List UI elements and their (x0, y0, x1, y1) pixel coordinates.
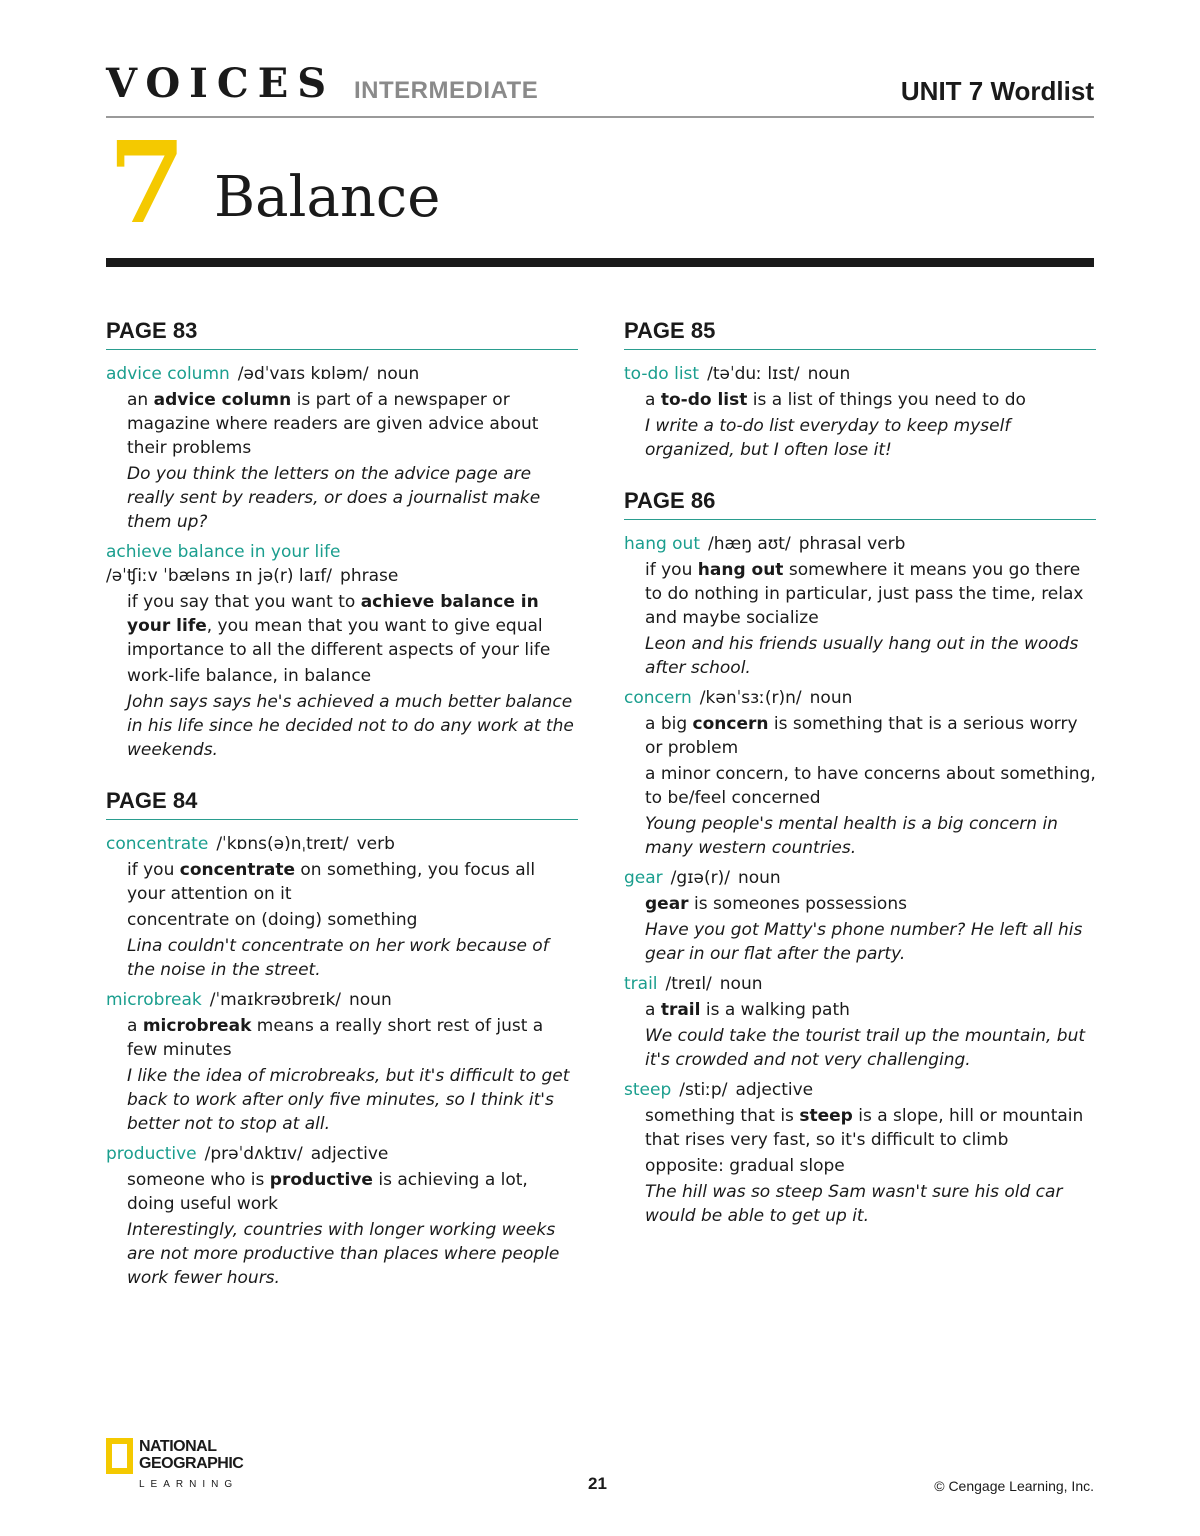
pronunciation: /treɪl/ (665, 974, 712, 994)
definition (106, 388, 578, 460)
page-heading: PAGE 84 (106, 788, 578, 820)
word-entry (106, 988, 578, 1136)
definition-text: if you (645, 560, 698, 580)
page-header (106, 60, 1094, 118)
part-of-speech: adjective (735, 1080, 814, 1100)
pronunciation: /ˈkɒns(ə)nˌtreɪt/ (216, 834, 349, 854)
page-section (624, 488, 1096, 1228)
example-sentence: Young people's mental health is a big concern in many western countries. (645, 814, 1058, 858)
part-of-speech: adjective (310, 1144, 389, 1164)
definition-text: somewhere it means you go there to do nothing in particular, just pass the time, relax and maybe socialize (645, 560, 1084, 628)
copyright: © Cengage Learning, Inc. (934, 1478, 1094, 1494)
entry-headline (624, 362, 1096, 386)
example-sentence: Lina couldn't concentrate on her work because of the noise in the street. (127, 936, 549, 980)
related-phrases: opposite: gradual slope (645, 1156, 845, 1176)
definition (106, 590, 578, 662)
definition-text: a (127, 1016, 143, 1036)
definition-text: if you say that you want to (127, 592, 361, 612)
related-phrases: a minor concern, to have concerns about something, to be/feel concerned (645, 764, 1096, 808)
title-divider (106, 258, 1094, 267)
example-sentence: Interestingly, countries with longer working weeks are not more productive than places where people work fewer hours. (127, 1220, 560, 1288)
definition-text: on something, you focus all your attention on it (127, 860, 536, 904)
word-entry (624, 866, 1096, 966)
definition-text: is something that is a serious worry or problem (645, 714, 1078, 758)
definition-keyword: concern (692, 714, 769, 734)
definition-text: means a really short rest of just a few minutes (127, 1016, 544, 1060)
pronunciation: /təˈduː lɪst/ (707, 364, 800, 384)
definition (624, 712, 1096, 760)
definition-text: a (645, 1000, 661, 1020)
page-section (624, 318, 1096, 462)
headword: achieve balance in your life (106, 542, 341, 562)
word-entry (624, 362, 1096, 462)
part-of-speech: noun (809, 688, 853, 708)
word-entry (624, 972, 1096, 1072)
part-of-speech: noun (737, 868, 781, 888)
definition-text: a big (645, 714, 693, 734)
part-of-speech: noun (349, 990, 392, 1010)
definition (624, 892, 1096, 916)
definition (106, 858, 578, 906)
part-of-speech: phrasal verb (798, 534, 906, 554)
part-of-speech: noun (807, 364, 851, 384)
headword: trail (624, 974, 658, 994)
headword: concern (624, 688, 692, 708)
definition-keyword: steep (799, 1106, 853, 1126)
pronunciation: /kənˈsɜː(r)n/ (699, 688, 802, 708)
yellow-frame-icon (106, 1438, 133, 1474)
definition-keyword: hang out (697, 560, 784, 580)
entry-headline (106, 540, 578, 564)
headword: to-do list (624, 364, 700, 384)
logo-text: NATIONAL GEOGRAPHIC (139, 1438, 244, 1472)
national-geographic-logo (106, 1438, 246, 1498)
entry-headline (106, 1142, 578, 1166)
word-entry (106, 1142, 578, 1290)
example-sentence: I write a to-do list everyday to keep myself organized, but I often lose it! (645, 416, 1011, 460)
headword: steep (624, 1080, 672, 1100)
page-number: 21 (588, 1474, 607, 1493)
definition-keyword: productive (269, 1170, 373, 1190)
entry-headline (624, 972, 1096, 996)
definition-text: is a walking path (700, 1000, 850, 1020)
related-phrases: concentrate on (doing) something (127, 910, 418, 930)
definition-text: is achieving a lot, doing useful work (127, 1170, 528, 1214)
example-sentence: Do you think the letters on the advice page are really sent by readers, or does a journalist make them up? (127, 464, 541, 532)
entry-headline (624, 1078, 1096, 1102)
pronunciation: /ədˈvaɪs kɒləm/ (237, 364, 369, 384)
unit-wordlist-label: UNIT 7 Wordlist (900, 76, 1094, 106)
definition (624, 558, 1096, 630)
entry-headline (106, 832, 578, 856)
definition-keyword: advice column (153, 390, 292, 410)
page-heading: PAGE 85 (624, 318, 1096, 350)
definition-keyword: microbreak (142, 1016, 252, 1036)
part-of-speech: verb (356, 834, 395, 854)
definition-keyword: trail (660, 1000, 701, 1020)
word-entry (624, 686, 1096, 860)
definition-text: is a slope, hill or mountain that rises very fast, so it's difficult to climb (645, 1106, 1084, 1150)
part-of-speech: phrase (340, 566, 399, 586)
definition (624, 388, 1096, 412)
entry-headline (624, 866, 1096, 890)
related-phrases: work-life balance, in balance (127, 666, 372, 686)
part-of-speech: noun (719, 974, 763, 994)
example-sentence: I like the idea of microbreaks, but it's difficult to get back to work after only five minutes, so I think it's better not to stop at all. (127, 1066, 570, 1134)
page-heading: PAGE 83 (106, 318, 578, 350)
definition (624, 998, 1096, 1022)
pronunciation: /prəˈdʌktɪv/ (204, 1144, 303, 1164)
definition-keyword: achieve balance in your life (127, 592, 539, 636)
headword: microbreak (106, 990, 202, 1010)
definition-text: a (645, 390, 661, 410)
example-sentence: Leon and his friends usually hang out in the woods after school. (645, 634, 1079, 678)
definition-text: something that is (645, 1106, 800, 1126)
brand-title: VOICES (106, 60, 336, 107)
definition-text: , you mean that you want to give equal importance to all the different aspects of your life (127, 616, 551, 660)
example-sentence: We could take the tourist trail up the mountain, but it's crowded and not very challenging. (645, 1026, 1086, 1070)
entry-headline (624, 532, 1096, 556)
logo-subtitle: LEARNING (139, 1479, 239, 1490)
entry-headline (624, 686, 1096, 710)
definition-text: if you (127, 860, 180, 880)
entry-headline (106, 362, 578, 386)
unit-number: 7 (108, 118, 186, 249)
pronunciation: /gɪə(r)/ (670, 868, 730, 888)
word-entry (106, 832, 578, 982)
left-column (106, 318, 578, 1316)
definition-text: an (127, 390, 154, 410)
definition (106, 1014, 578, 1062)
pronunciation: /ˈmaɪkrəʊbreɪk/ (209, 990, 342, 1010)
word-entry (106, 540, 578, 762)
headword: hang out (624, 534, 701, 554)
pronunciation: /stiːp/ (679, 1080, 728, 1100)
definition-keyword: gear (645, 894, 689, 914)
definition-keyword: concentrate (179, 860, 295, 880)
word-entry (624, 1078, 1096, 1228)
definition-text: someone who is (127, 1170, 270, 1190)
definition-keyword: to-do list (660, 390, 748, 410)
definition (624, 1104, 1096, 1152)
definition-text: is a list of things you need to do (747, 390, 1026, 410)
example-sentence: John says says he's achieved a much better balance in his life since he decided not to do any work at the weekends. (127, 692, 574, 760)
example-sentence: Have you got Matty's phone number? He left all his gear in our flat after the party. (645, 920, 1083, 964)
headword: concentrate (106, 834, 209, 854)
pronunciation: /əˈʧiːv ˈbæləns ɪn jə(r) laɪf/ (106, 566, 333, 586)
example-sentence: The hill was so steep Sam wasn't sure his old car would be able to get up it. (645, 1182, 1063, 1226)
word-entry (624, 532, 1096, 680)
level-label: INTERMEDIATE (354, 77, 539, 104)
headword: advice column (106, 364, 230, 384)
word-entry (106, 362, 578, 534)
definition (106, 1168, 578, 1216)
right-column (624, 318, 1096, 1254)
entry-headline (106, 988, 578, 1012)
headword: productive (106, 1144, 197, 1164)
page-heading: PAGE 86 (624, 488, 1096, 520)
definition-text: is someones possessions (688, 894, 907, 914)
headword: gear (624, 868, 663, 888)
pronunciation: /hæŋ aʊt/ (708, 534, 791, 554)
definition-text: is part of a newspaper or magazine where readers are given advice about their problems (127, 390, 539, 458)
unit-title: Balance (214, 165, 441, 230)
part-of-speech: noun (376, 364, 420, 384)
page-section (106, 788, 578, 1290)
page-section (106, 318, 578, 762)
pronunciation-line (106, 564, 578, 588)
